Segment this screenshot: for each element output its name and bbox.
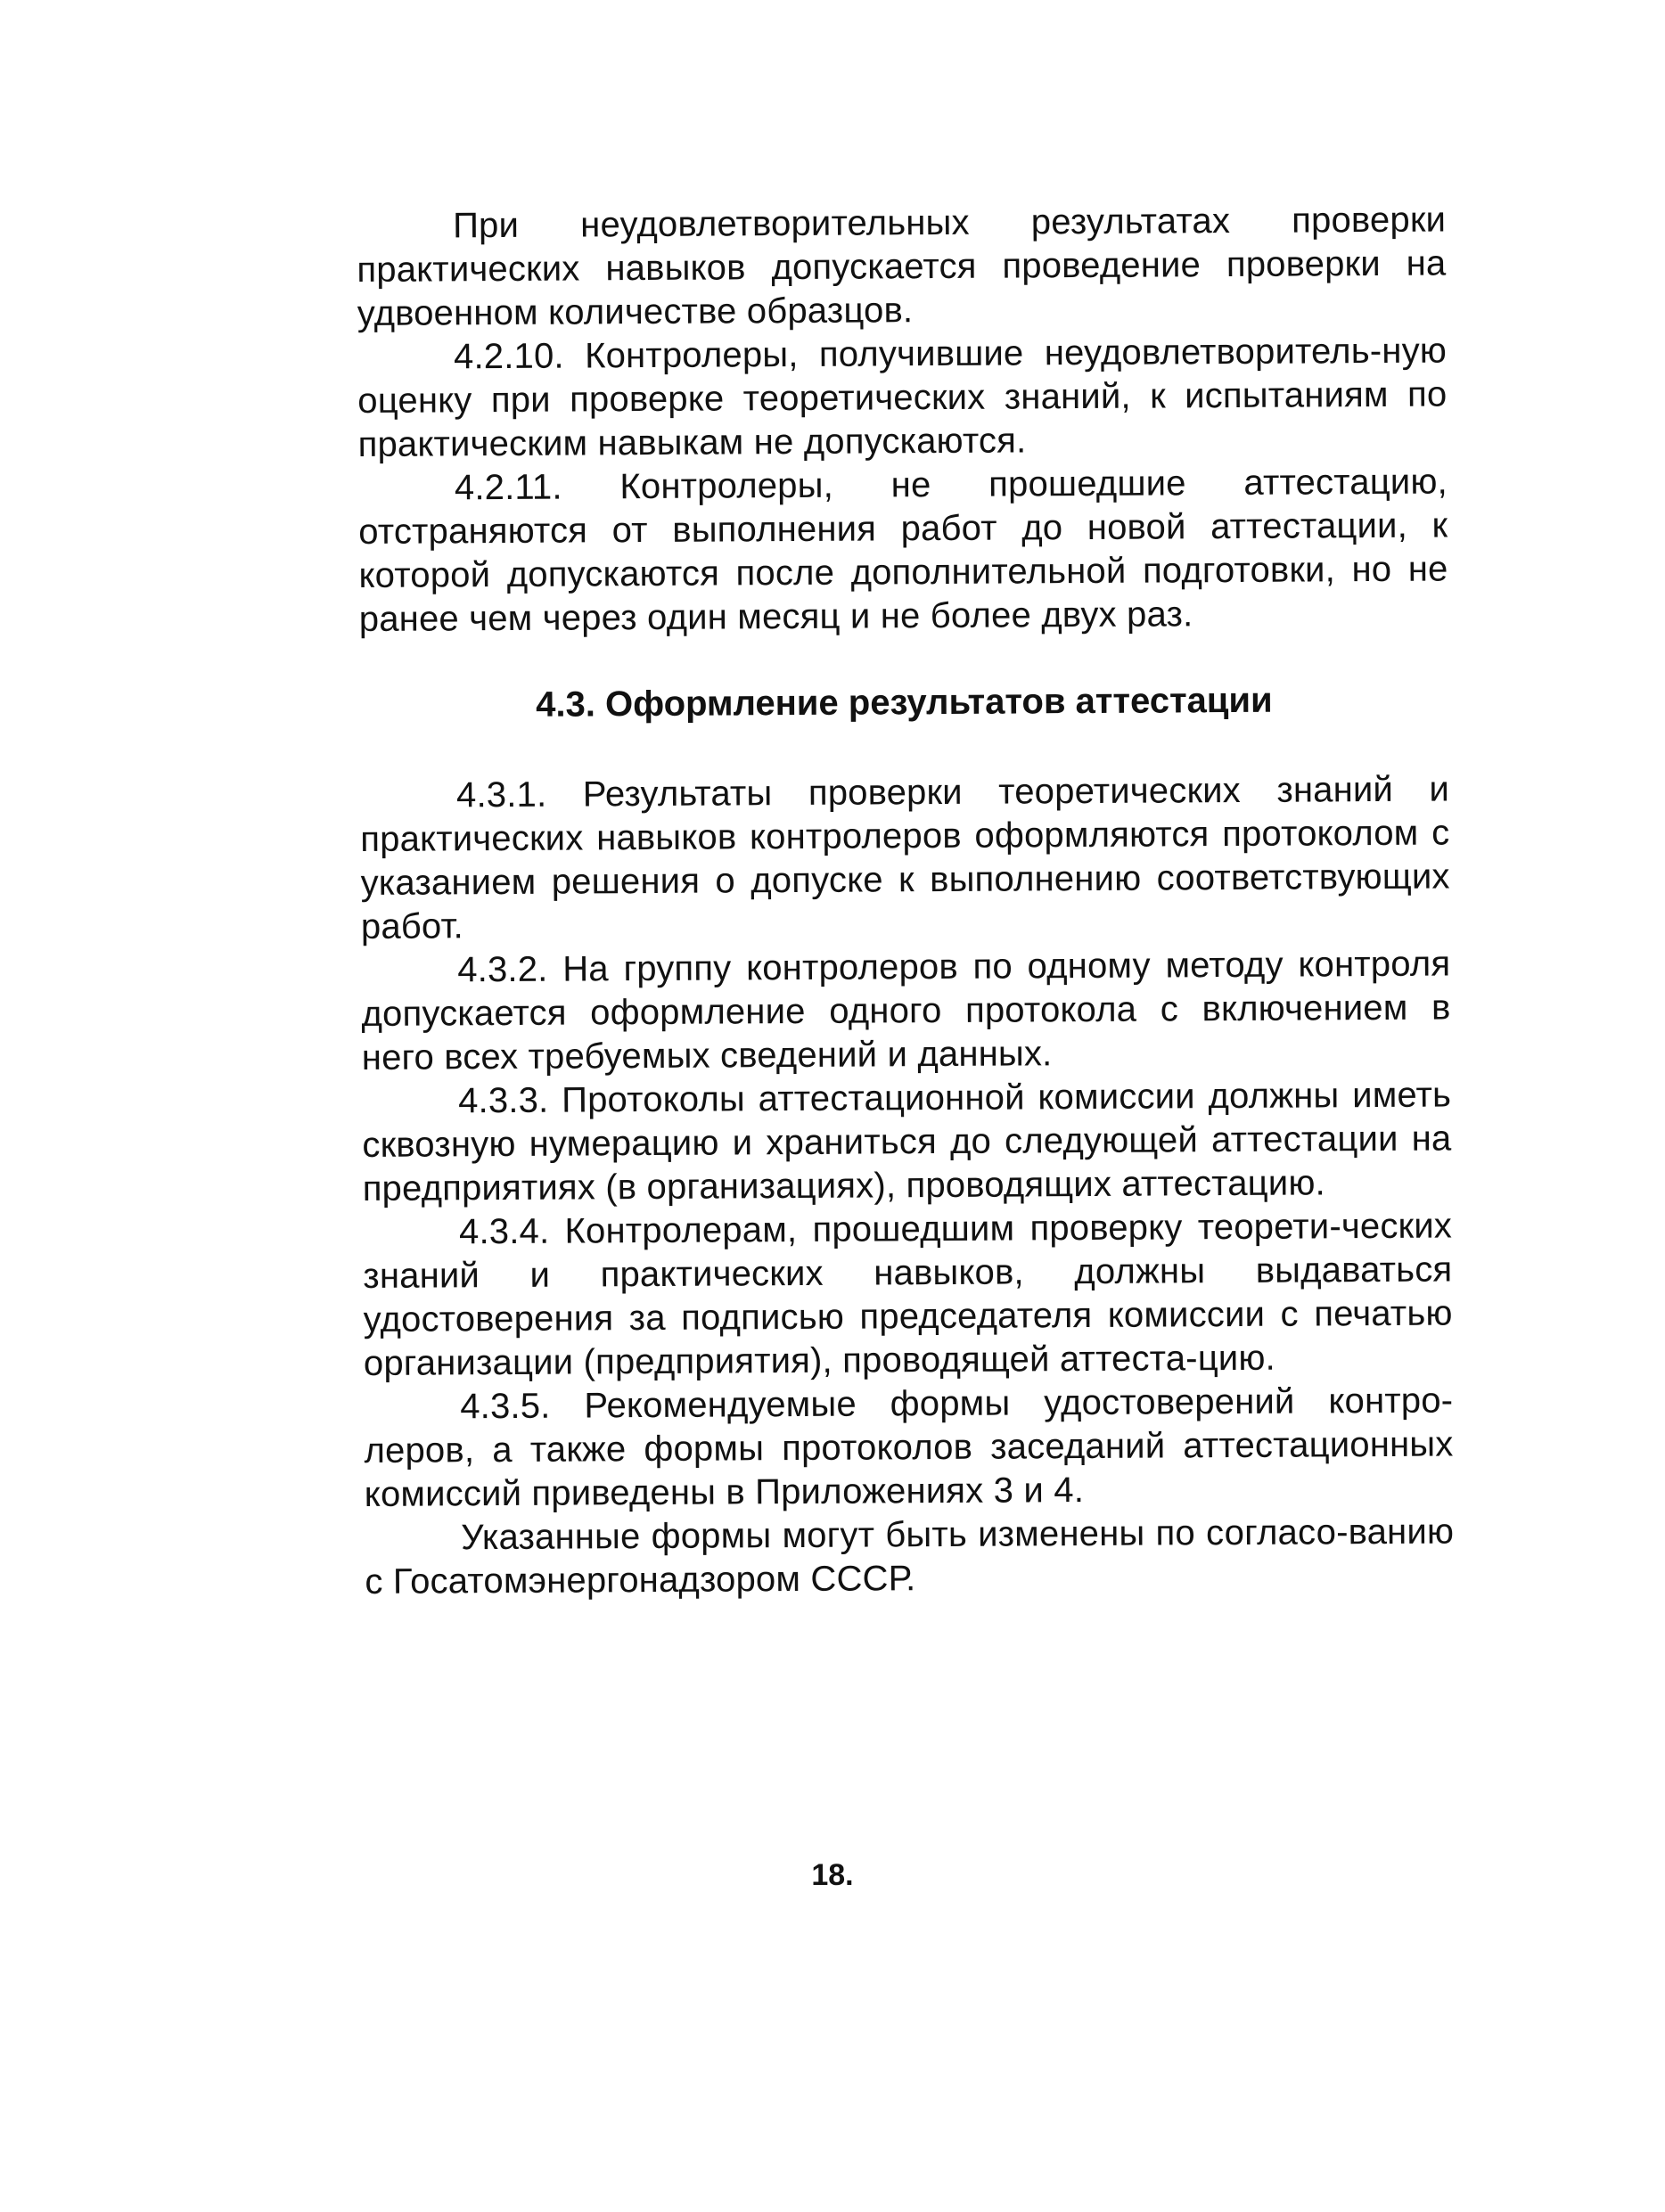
paragraph-4-3-3: 4.3.3. Протоколы аттестационной комиссии должны иметь сквозную нумерацию и храниться до следующей аттестации на предприятиях (в организациях), проводящих аттестацию. xyxy=(362,1075,1452,1208)
paragraph-4-3-4: 4.3.4. Контролерам, прошедшим проверку теорети-ческих знаний и практических навыков, должны выдаваться удостоверения за подписью председателя комиссии с печатью организации (предприятия), проводящей аттеста-цию. xyxy=(363,1206,1453,1383)
paragraph-forms-change: Указанные формы могут быть изменены по согласо-ванию с Госатомэнергонадзором СССР. xyxy=(365,1512,1455,1602)
paragraph-4-3-1: 4.3.1. Результаты проверки теоретических знаний и практических навыков контролеров оформляются протоколом с указанием решения о допуске к выполнению соответствующих работ. xyxy=(360,769,1450,946)
page-number: 18. xyxy=(811,1858,854,1892)
paragraph-4-3-2: 4.3.2. На группу контролеров по одному методу контроля допускается оформление одного протокола с включением в него всех требуемых сведений и данных. xyxy=(361,944,1451,1077)
paragraph-4-3-5: 4.3.5. Рекомендуемые формы удостоверений контро-леров, а также формы протоколов заседаний аттестационных комиссий приведены в Приложениях 3 и 4. xyxy=(364,1380,1454,1514)
paragraph-4-2-10: 4.2.10. Контролеры, получившие неудовлетворитель-ную оценку при проверке теоретических знаний, к испытаниям по практическим навыкам не допускаются. xyxy=(357,331,1448,464)
document-page xyxy=(357,199,1455,1604)
paragraph-4-2-11: 4.2.11. Контролеры, не прошедшие аттестацию, отстраняются от выполнения работ до новой аттестации, к которой допускаются после дополнительной подготовки, но не ранее чем через один месяц и не более двух раз. xyxy=(358,462,1448,639)
paragraph-retest-samples: При неудовлетворительных результатах проверки практических навыков допускается проведение проверки на удвоенном количестве образцов. xyxy=(357,200,1447,333)
section-heading-4-3: 4.3. Оформление результатов аттестации xyxy=(536,680,1273,725)
